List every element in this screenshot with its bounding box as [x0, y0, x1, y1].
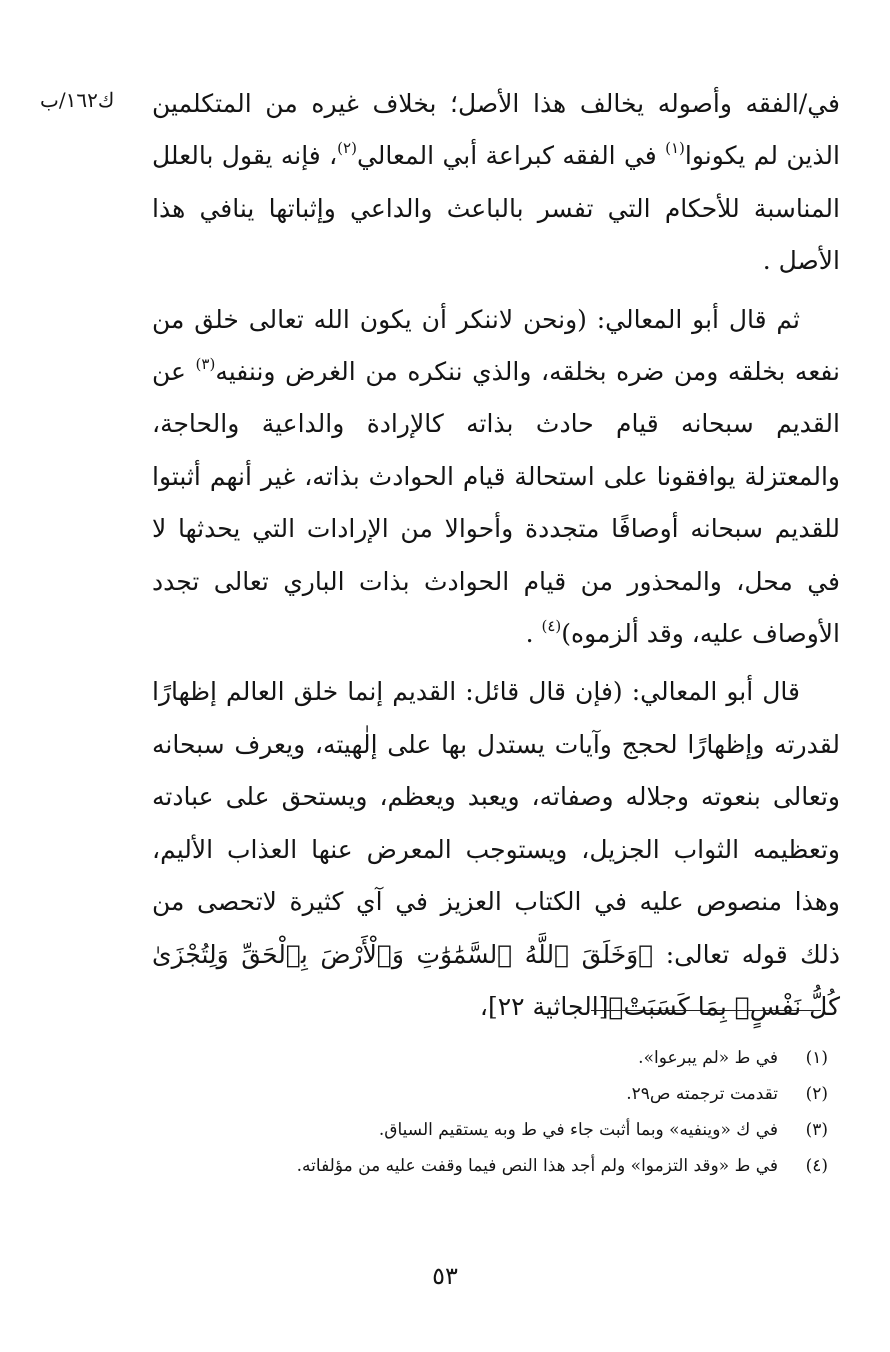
footnote-2 — [68, 1076, 828, 1112]
footnote-number: (٣) — [805, 1120, 828, 1140]
footnote-ref: (١) — [665, 139, 685, 158]
footnote-4 — [68, 1148, 828, 1184]
text-run: في الفقه كبراعة أبي المعالي — [356, 141, 666, 171]
footnote-3 — [68, 1112, 828, 1148]
page-number: ٥٣ — [432, 1262, 458, 1290]
footnote-ref: (٢) — [337, 139, 357, 158]
footnote-1 — [68, 1040, 828, 1076]
footnote-number: (٤) — [805, 1156, 828, 1176]
text-run: . — [525, 619, 542, 649]
text-run: [الجاثية ٢٢]، — [479, 991, 609, 1021]
footnote-divider — [591, 1010, 821, 1011]
footnote-text: تقدمت ترجمته ص٢٩. — [626, 1084, 778, 1104]
footnote-ref: (٤) — [541, 617, 562, 636]
quran-verse: ﴿وَخَلَقَ ٱللَّهُ ٱلسَّمَٰوَٰتِ وَٱلْأَرْضَ بِٱلْحَقِّ وَلِتُجْزَىٰ كُلُّ نَفْسٍۭ بِمَا كَسَبَتْ﴾ — [152, 939, 840, 1021]
footnote-ref: (٣) — [195, 355, 216, 374]
footnote-number: (١) — [805, 1048, 828, 1068]
text-run: ، فإنه يقول بالعلل المناسبة للأحكام التي تفسر بالباعث والداعي وإثباتها ينافي هذا الأصل . — [152, 141, 840, 276]
footnote-text: في ط «لم يبرعوا». — [638, 1048, 778, 1068]
paragraph-3 — [152, 666, 840, 1033]
paragraph-2 — [152, 294, 840, 661]
footnotes — [68, 1040, 828, 1184]
text-run: ثم قال أبو المعالي: (ونحن لاننكر أن يكون الله تعالى خلق من نفعه بخلقه ومن ضره بخلقه، والذي ننكره من الغرض وننفيه — [152, 304, 840, 387]
footnote-number: (٢) — [805, 1084, 828, 1104]
main-text — [152, 78, 840, 1033]
text-run: قال أبو المعالي: (فإن قال قائل: القديم إنما خلق العالم إظهارًا لقدرته وإظهارًا لحجج وآيات يستدل بها على إلٰهيته، ويعرف سبحانه وتعالى بنعوته وجلاله وصفاته، ويعبد ويعظم، ويستحق على عبادته وتعظيمه الثواب الجزيل، ويستوجب المعرض عنها العذاب الأليم، وهذا منصوص عليه في الكتاب العزيز في آي كثيرة لاتحصى من ذلك قوله تعالى: — [152, 677, 840, 969]
paragraph-1 — [152, 78, 840, 288]
manuscript-folio-marker: ك١٦٢/ب — [40, 88, 115, 112]
text-run: عن القديم سبحانه قيام حادث بذاته كالإرادة والداعية والحاجة، والمعتزلة يوافقونا على استحالة قيام الحوادث بذاته، غير أنهم أثبتوا للقديم سبحانه أوصافًا متجددة وأحوالا من الإرادات التي يحدثها لا في محل، والمحذور من قيام الحوادث بذات الباري تعالى تجدد الأوصاف عليه، وقد ألزموه) — [152, 357, 840, 649]
text-run: في/الفقه وأصوله يخالف هذا الأصل؛ بخلاف غيره من المتكلمين الذين لم يكونوا — [152, 89, 840, 171]
footnote-text: في ك «وينفيه» وبما أثبت جاء في ط وبه يستقيم السياق. — [378, 1120, 778, 1140]
footnote-text: في ط «وقد التزموا» ولم أجد هذا النص فيما وقفت عليه من مؤلفاته. — [296, 1156, 778, 1176]
